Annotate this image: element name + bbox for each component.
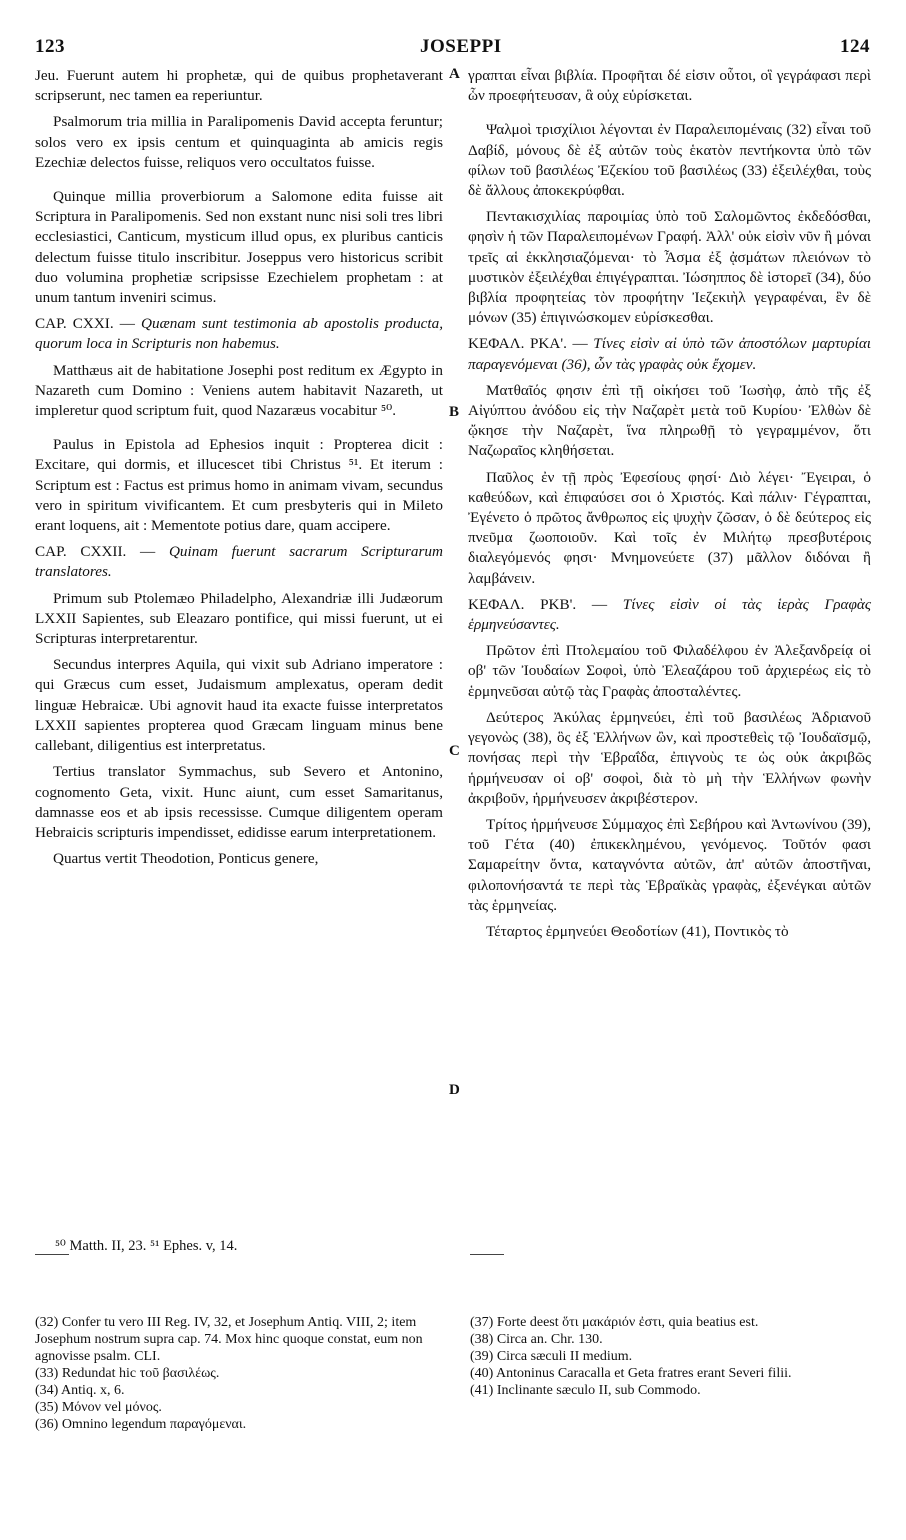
scripture-references: ⁵⁰ Matth. II, 23. ⁵¹ Ephes. v, 14. xyxy=(55,1238,238,1254)
greek-paragraph: Ματθαῖός φησιν ἐπὶ τῇ οἰκήσει τοῦ Ἰωσὴφ, ἀπὸ τῆς ἐξ Αἰγύπτου ἀνόδου εἰς τὴν Ναζαρὲτ μετὰ τοῦ Κυρίου· Ἐλθὼν δὲ ᾤκησε τὴν Ναζαρὲτ, ἵνα πληρωθῇ τὸ γεγραμμένον, ὅτι Ναζωραῖος κληθήσεται. xyxy=(468,381,871,460)
latin-paragraph: Primum sub Ptolemæo Philadelpho, Alexandriæ illi Judæorum LXXII Sapientes, sub Eleazaro pontifice, qui missi fuerunt, ut ei Scripturas interpretarentur. xyxy=(35,589,443,648)
greek-paragraph: Ψαλμοὶ τρισχίλιοι λέγονται ἐν Παραλειπομέναις (32) εἶναι τοῦ Δαβίδ, μόνους δὲ ἐξ αὐτῶν τοὺς ἑκατὸν πεντήκοντα ὑπὸ τῶν φίλων τοῦ βασιλέως Ἐζεκίου τοῦ βασιλέως (33) ἐξειλέχθαι, τοὺς δὲ ἄλλους ἀποκεκρύφθαι. xyxy=(468,121,871,200)
footnote: (33) Redundat hic τοῦ βασιλέως. xyxy=(35,1366,220,1381)
chapter-heading-121-greek xyxy=(468,334,871,374)
latin-column xyxy=(35,66,443,875)
footnotes-left xyxy=(35,1314,435,1433)
greek-paragraph: γραπται εἶναι βιβλία. Προφῆται δέ εἰσιν οὗτοι, οἳ γεγράφασι περὶ ὧν προεφήτευσαν, ἃ οὐχ εὑρίσκεται. xyxy=(468,67,871,105)
footnote-divider-left xyxy=(35,1254,69,1255)
greek-paragraph: Παῦλος ἐν τῇ πρὸς Ἐφεσίους φησί· Διὸ λέγει· Ἔγειραι, ὁ καθεύδων, καὶ ἐπιφαύσει σοι ὁ Χριστός. Καὶ πάλιν· Γέγραπται, Ἐγένετο ὁ πρῶτος ἄνθρωπος εἰς ψυχὴν ζῶσαν, ὁ δὲ δεύτερος εἰς πνεῦμα ζωοποιοῦν. Καὶ τοῖς ἐν Μιλήτῳ πρεσβυτέροις διαλεγόμενός φησι· Μνημονεύετε (37) μᾶλλον διδόναι ἢ λαμβάνειν. xyxy=(468,468,871,587)
chapter-title: Quænam sunt testimonia ab apostolis producta, quorum loca in Scripturis non habemus. xyxy=(35,315,444,353)
footnote: (41) Inclinante sæculo II, sub Commodo. xyxy=(470,1383,701,1398)
chapter-number: CAP. CXXI. — xyxy=(35,315,135,333)
chapter-title: Τίνες εἰσὶν οἱ τὰς ἱερὰς Γραφὰς ἑρμηνεύσαντες. xyxy=(468,595,871,634)
footnotes-right xyxy=(470,1314,870,1399)
greek-paragraph: Τρίτος ἡρμήνευσε Σύμμαχος ἐπὶ Σεβήρου καὶ Ἀντωνίνου (39), τοῦ Γέτα (40) ἐπικεκλημένου, γενόμενος. Τοῦτόν φασι Σαμαρείτην ὄντα, καταγνόντα αὐτῶν, ἀπ' αὐτῶν ἀποστῆναι, φιλοπονήσαντά τε περὶ τὰς Ἑβραϊκὰς γραφὰς, ἐξενέγκαι αὐτῶν τὰς ἑρμηνείας. xyxy=(468,815,871,914)
margin-letter-d: D xyxy=(449,1082,460,1098)
greek-paragraph: Πρῶτον ἐπὶ Πτολεμαίου τοῦ Φιλαδέλφου ἐν Ἀλεξανδρείᾳ οἱ οβ' τῶν Ἰουδαίων Σοφοὶ, ὑπὸ Ἐλεαζάρου τοῦ ἀρχιερέως εἰς τὸ ἑρμηνεῦσαι αὐτῷ τὰς Γραφὰς ἀποσταλέντες. xyxy=(468,642,871,700)
latin-paragraph: Jeu. Fuerunt autem hi prophetæ, qui de quibus prophetaverant scripserunt, nec tamen ea reperiuntur. xyxy=(35,67,443,105)
page-number-left: 123 xyxy=(35,36,65,57)
greek-paragraph: Τέταρτος ἑρμηνεύει Θεοδοτίων (41), Ποντικὸς τὸ xyxy=(486,922,789,940)
margin-letter-b: B xyxy=(449,404,460,420)
latin-paragraph: Tertius translator Symmachus, sub Severo et Antonino, cognomento Geta, vixit. Hunc aiunt, cum esset Samaritanus, damnasse eos et ab ipsis recessisse. Cumque diligentem operam Hebraicis scripturis impendisset, edidisse earum interpretationem. xyxy=(35,763,443,841)
chapter-heading-121-latin xyxy=(35,314,443,354)
latin-paragraph: Paulus in Epistola ad Ephesios inquit : Propterea dicit : Excitare, qui dormis, et illucescet tibi Christus ⁵¹. Et iterum : Scriptum est : Factus est primus homo in animam vivam, secundus vero in spiritum vivificantem. Et cum presbyteris qui in Mileto erant loquens, ait : Mementote potius dare, quam accipere. xyxy=(35,436,443,535)
chapter-heading-122-greek xyxy=(468,595,871,635)
footnote: (37) Forte deest ὅτι μακάριόν ἐστι, quia beatius est. xyxy=(470,1315,759,1330)
chapter-number: CAP. CXXII. — xyxy=(35,543,156,561)
latin-paragraph: Matthæus ait de habitatione Josephi post reditum ex Ægypto in Nazareth cum Domino : Veniens autem habitavit Nazareth, ut impleretur quod scriptum fuit, quod Nazaræus vocabitur ⁵⁰. xyxy=(35,361,443,420)
margin-letter-c: C xyxy=(449,743,460,759)
footnote: (34) Antiq. x, 6. xyxy=(35,1383,125,1398)
chapter-number: ΚΕΦΑΛ. ΡΚΑ'. — xyxy=(468,335,588,353)
chapter-heading-122-latin xyxy=(35,542,443,582)
footnote: (32) Confer tu vero III Reg. IV, 32, et Josephum Antiq. VIII, 2; item Josephum nostrum supra cap. 74. Mox hinc quoque constat, eum non agnovisse psalm. CLI. xyxy=(35,1315,423,1364)
chapter-title: Τίνες εἰσὶν αἱ ὑπὸ τῶν ἀποστόλων μαρτυρίαι παραγενόμεναι (36), ὧν τὰς γραφὰς οὐκ ἔχομεν. xyxy=(468,335,872,373)
latin-paragraph: Quinque millia proverbiorum a Salomone edita fuisse ait Scriptura in Paralipomenis. Sed non exstant nunc nisi soli tres libri ecclesiastici, Canticum, mysticum illud opus, ex pluribus canticis delectum fuisse titulo inscribitur. Joseppus vero historicus scribit duo volumina prophetiæ scripsisse Ezechielem prophetam : at unum tantum inveniri scimus. xyxy=(35,188,443,307)
footnote: (39) Circa sæculi II medium. xyxy=(470,1349,633,1364)
margin-letter-a: A xyxy=(449,66,460,82)
greek-paragraph: Πεντακισχιλίας παροιμίας ὑπὸ τοῦ Σαλομῶντος ἐκδεδόσθαι, φησὶν ἡ τῶν Παραλειπομένων Γραφή. Ἀλλ' οὐκ εἰσὶν νῦν ἢ μόναι τρεῖς αἱ ἐκκλησιαζόμεναι· τὸ Ἆσμα ἐξ ᾀσμάτων πλειόνων τὸ μυστικὸν ἐξειλέχθαι ἐπιγέγραπται. Ἰώσηππος δὲ ἱστορεῖ (34), δύο βιβλία προφητείας τὸν προφήτην Ἰεζεκιὴλ γεγραφέναι, ἓν δὲ μόνων (35) ἐπιγινώσκομεν εὑρίσκεσθαι. xyxy=(468,208,871,327)
latin-paragraph: Psalmorum tria millia in Paralipomenis David accepta feruntur; solos vero ex ipsis centum et quinquaginta ab amicis regis Ezechiæ delectos fuisse, reliquos vero occultatos fuisse. xyxy=(35,113,443,171)
chapter-number: ΚΕΦΑΛ. ΡΚΒ'. — xyxy=(468,595,608,613)
latin-paragraph: Secundus interpres Aquila, qui vixit sub Adriano imperatore : qui Græcus cum esset, Judaismum amplexatus, operam dedit linguæ Hebraicæ. Ubi agnovit haud ita exacte fuisse interpretatos LXXII sapientes propterea quod Græcam linguam minus bene callebant, diligentius est interpretatus. xyxy=(35,656,443,755)
footnote: (38) Circa an. Chr. 130. xyxy=(470,1332,603,1347)
page-number-right: 124 xyxy=(840,36,870,57)
footnote-divider-right xyxy=(470,1254,504,1255)
latin-paragraph: Quartus vertit Theodotion, Ponticus genere, xyxy=(53,850,319,868)
greek-paragraph: Δεύτερος Ἀκύλας ἑρμηνεύει, ἐπὶ τοῦ βασιλέως Ἀδριανοῦ γεγονὼς (38), ὃς ἐξ Ἑλλήνων ὢν, καὶ προστεθεὶς τῷ Ἰουδαϊσμῷ, πονήσας περὶ τὴν Ἑβραΐδα, ἐπιγνοὺς τε ὡς οὐκ ἀκριβῶς ἡρμήνευσαν οἱ οβ' σοφοὶ, διὰ τὸ μὴ τὴν Ἑλλήνων φωνὴν ἀκριβοῦν, ἡρμήνευσεν ἀκριβέστερον. xyxy=(468,708,871,807)
footnote: (40) Antoninus Caracalla et Geta fratres erant Severi filii. xyxy=(470,1366,792,1381)
greek-column xyxy=(468,66,871,948)
chapter-title: Quinam fuerunt sacrarum Scripturarum translatores. xyxy=(35,543,443,581)
footnote: (35) Μόνον vel μόνος. xyxy=(35,1400,162,1415)
footnote: (36) Omnino legendum παραγόμεναι. xyxy=(35,1417,247,1432)
running-title: JOSEPPI xyxy=(420,36,502,57)
